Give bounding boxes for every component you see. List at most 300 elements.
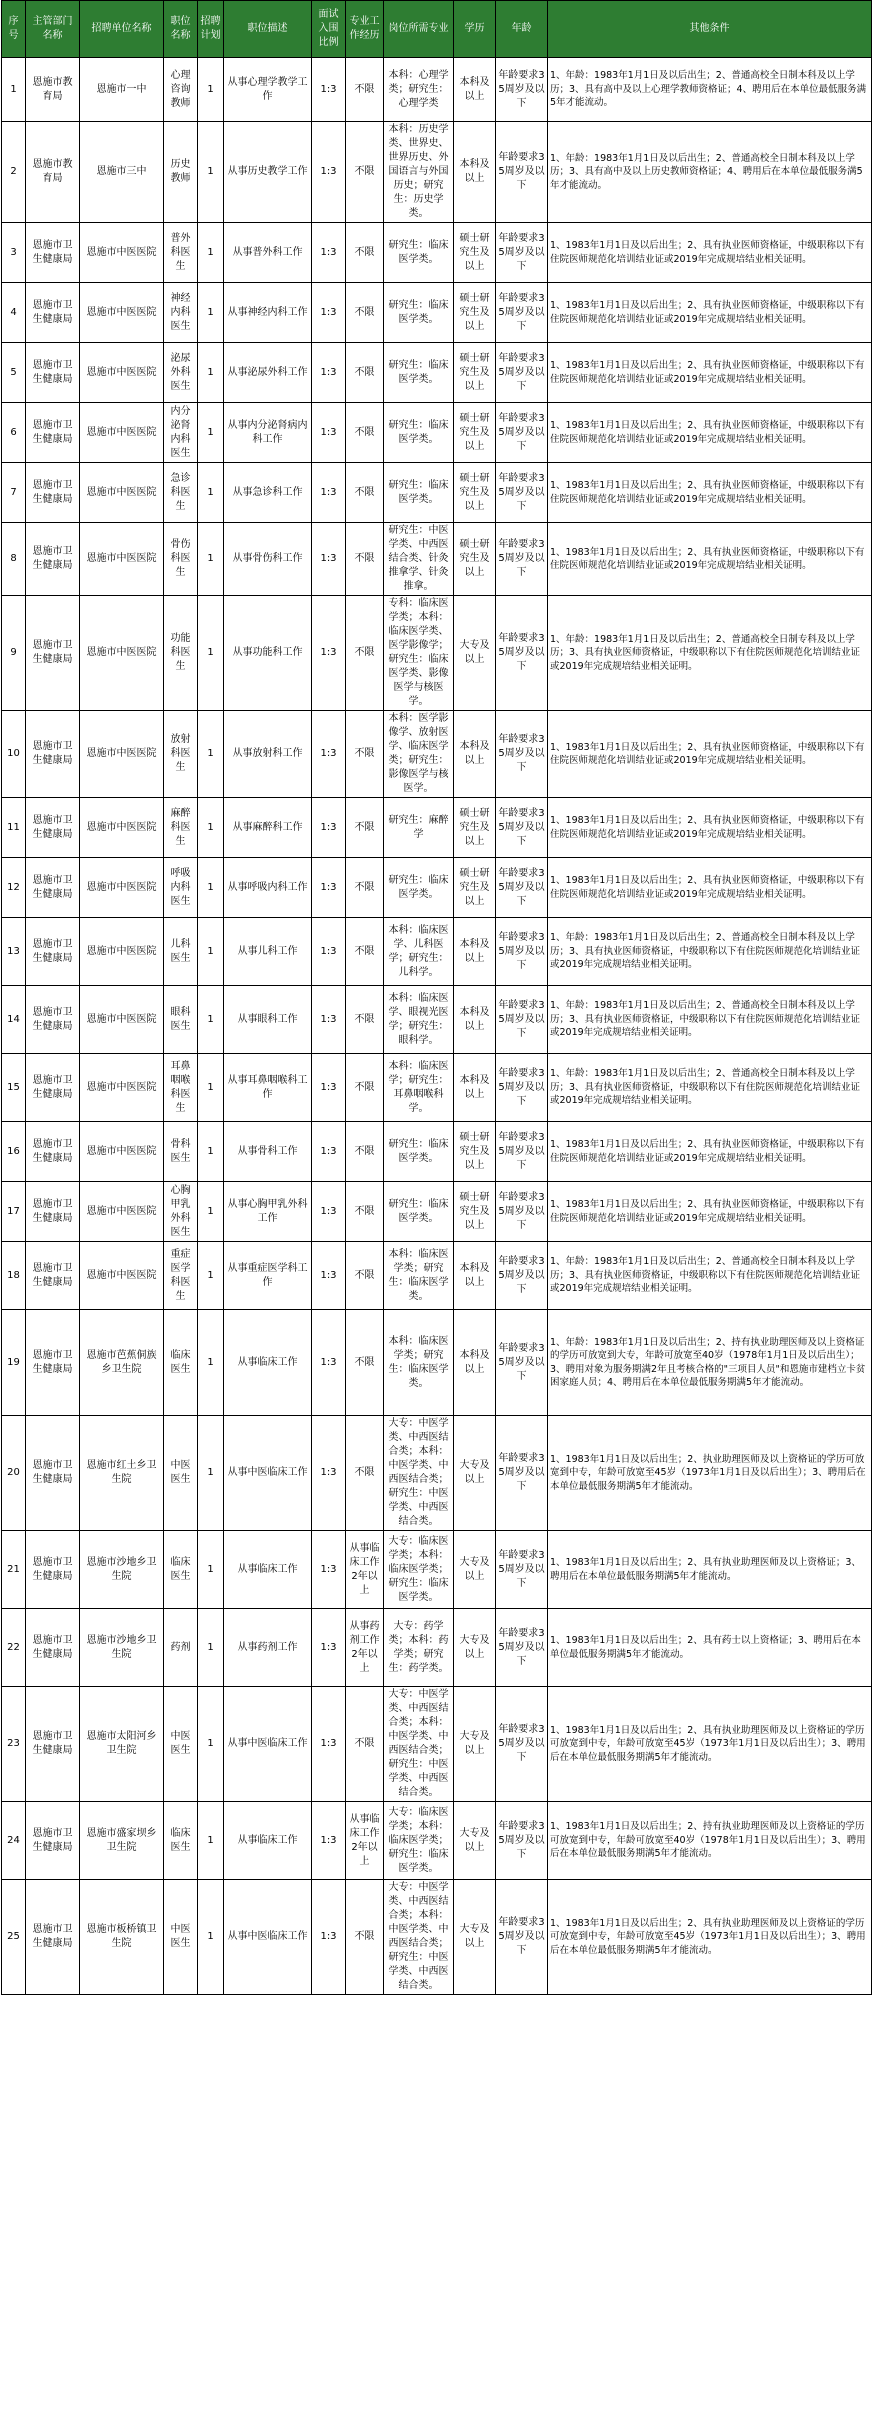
table-row (2, 1182, 872, 1242)
cell-no: 17 (2, 1182, 26, 1242)
cell-other: 1、1983年1月1日及以后出生；2、具有执业助理医师及以上资格证的学历可放宽到中专，年龄可放宽至45岁（1973年1月1日及以后出生）；3、聘用后在本单位最低服务期满5年才能流动。 (548, 1687, 872, 1802)
cell-post: 临床医生 (164, 1802, 198, 1880)
cell-no: 8 (2, 523, 26, 596)
table-row (2, 1609, 872, 1687)
cell-major: 本科：临床医学类；研究生：临床医学类。 (384, 1242, 454, 1310)
cell-post: 内分泌肾内科医生 (164, 403, 198, 463)
cell-plan: 1 (198, 918, 224, 986)
cell-post: 中医医生 (164, 1880, 198, 1995)
cell-no: 25 (2, 1880, 26, 1995)
cell-dept: 恩施市卫生健康局 (26, 1609, 80, 1687)
table-row (2, 596, 872, 711)
cell-no: 6 (2, 403, 26, 463)
cell-unit: 恩施市中医医院 (80, 403, 164, 463)
cell-dept: 恩施市卫生健康局 (26, 1310, 80, 1416)
cell-ratio: 1:3 (312, 523, 346, 596)
cell-exp: 不限 (346, 1054, 384, 1122)
cell-dept: 恩施市卫生健康局 (26, 1880, 80, 1995)
cell-major: 研究生：临床医学类。 (384, 463, 454, 523)
cell-desc: 从事骨科工作 (224, 1122, 312, 1182)
cell-age: 年龄要求35周岁及以下 (496, 122, 548, 223)
cell-other: 1、1983年1月1日及以后出生；2、具有执业医师资格证，中级职称以下有住院医师规范化培训结业证或2019年完成规培结业相关证明。 (548, 798, 872, 858)
cell-age: 年龄要求35周岁及以下 (496, 986, 548, 1054)
cell-dept: 恩施市卫生健康局 (26, 523, 80, 596)
cell-desc: 从事呼吸内科工作 (224, 858, 312, 918)
cell-desc: 从事中医临床工作 (224, 1880, 312, 1995)
cell-edu: 大专及以上 (454, 1687, 496, 1802)
header-post: 职位名称 (164, 1, 198, 58)
cell-major: 本科：医学影像学、放射医学、临床医学类；研究生：影像医学与核医学。 (384, 711, 454, 798)
cell-plan: 1 (198, 122, 224, 223)
cell-plan: 1 (198, 1531, 224, 1609)
cell-dept: 恩施市卫生健康局 (26, 343, 80, 403)
cell-plan: 1 (198, 798, 224, 858)
table-row (2, 1880, 872, 1995)
cell-other: 1、年龄：1983年1月1日及以后出生；2、持有执业助理医师及以上资格证的学历可放宽到大专，年龄可放宽至40岁（1978年1月1日及以后出生）；3、聘用对象为服务期满2年且考核合格的"三项目人员"和恩施市建档立卡贫困家庭人员；4、聘用后在本单位最低服务期满5年才能流动。 (548, 1310, 872, 1416)
cell-other: 1、1983年1月1日及以后出生；2、具有执业医师资格证，中级职称以下有住院医师规范化培训结业证或2019年完成规培结业相关证明。 (548, 1182, 872, 1242)
cell-desc: 从事历史教学工作 (224, 122, 312, 223)
cell-desc: 从事心胸甲乳外科工作 (224, 1182, 312, 1242)
header-edu: 学历 (454, 1, 496, 58)
cell-age: 年龄要求35周岁及以下 (496, 523, 548, 596)
cell-plan: 1 (198, 1182, 224, 1242)
cell-major: 本科：临床医学、儿科医学；研究生：儿科学。 (384, 918, 454, 986)
cell-desc: 从事内分泌肾病内科工作 (224, 403, 312, 463)
header-no: 序号 (2, 1, 26, 58)
cell-other: 1、1983年1月1日及以后出生；2、执业助理医师及以上资格证的学历可放宽到中专，年龄可放宽至45岁（1973年1月1日及以后出生）；3、聘用后在本单位最低服务期满5年才能流动。 (548, 1416, 872, 1531)
table-row (2, 918, 872, 986)
cell-exp: 不限 (346, 58, 384, 122)
cell-other: 1、1983年1月1日及以后出生；2、具有执业医师资格证，中级职称以下有住院医师规范化培训结业证或2019年完成规培结业相关证明。 (548, 463, 872, 523)
cell-major: 研究生：临床医学类。 (384, 1182, 454, 1242)
header-age: 年龄 (496, 1, 548, 58)
cell-major: 专科：临床医学类；本科：临床医学类、医学影像学；研究生：临床医学类、影像医学与核医学。 (384, 596, 454, 711)
cell-unit: 恩施市中医医院 (80, 798, 164, 858)
cell-plan: 1 (198, 1880, 224, 1995)
cell-dept: 恩施市卫生健康局 (26, 596, 80, 711)
cell-post: 骨科医生 (164, 1122, 198, 1182)
cell-major: 研究生：麻醉学 (384, 798, 454, 858)
cell-no: 18 (2, 1242, 26, 1310)
cell-major: 本科：临床医学、眼视光医学；研究生：眼科学。 (384, 986, 454, 1054)
cell-major: 本科：心理学类；研究生：心理学类 (384, 58, 454, 122)
cell-ratio: 1:3 (312, 918, 346, 986)
table-row (2, 343, 872, 403)
cell-desc: 从事中医临床工作 (224, 1687, 312, 1802)
cell-dept: 恩施市卫生健康局 (26, 463, 80, 523)
table-row (2, 1802, 872, 1880)
cell-no: 5 (2, 343, 26, 403)
cell-dept: 恩施市卫生健康局 (26, 858, 80, 918)
cell-desc: 从事中医临床工作 (224, 1416, 312, 1531)
cell-other: 1、1983年1月1日及以后出生；2、具有执业助理医师及以上资格证；3、聘用后在本单位最低服务期满5年才能流动。 (548, 1531, 872, 1609)
cell-exp: 不限 (346, 403, 384, 463)
cell-age: 年龄要求35周岁及以下 (496, 798, 548, 858)
cell-ratio: 1:3 (312, 1687, 346, 1802)
cell-desc: 从事神经内科工作 (224, 283, 312, 343)
cell-edu: 硕士研究生及以上 (454, 223, 496, 283)
cell-exp: 不限 (346, 1880, 384, 1995)
cell-dept: 恩施市卫生健康局 (26, 403, 80, 463)
cell-unit: 恩施市中医医院 (80, 1122, 164, 1182)
cell-ratio: 1:3 (312, 1122, 346, 1182)
cell-ratio: 1:3 (312, 1880, 346, 1995)
cell-post: 临床医生 (164, 1531, 198, 1609)
cell-other: 1、年龄：1983年1月1日及以后出生；2、普通高校全日制本科及以上学历；3、具有执业医师资格证，中级职称以下有住院医师规范化培训结业证或2019年完成规培结业相关证明。 (548, 918, 872, 986)
cell-unit: 恩施市中医医院 (80, 1054, 164, 1122)
table-row (2, 711, 872, 798)
cell-ratio: 1:3 (312, 403, 346, 463)
cell-no: 11 (2, 798, 26, 858)
table-row (2, 283, 872, 343)
cell-exp: 不限 (346, 1310, 384, 1416)
cell-unit: 恩施市中医医院 (80, 1182, 164, 1242)
cell-desc: 从事重症医学科工作 (224, 1242, 312, 1310)
cell-plan: 1 (198, 283, 224, 343)
cell-dept: 恩施市卫生健康局 (26, 918, 80, 986)
cell-plan: 1 (198, 1609, 224, 1687)
cell-edu: 大专及以上 (454, 1609, 496, 1687)
cell-post: 儿科医生 (164, 918, 198, 986)
table-row (2, 1054, 872, 1122)
cell-ratio: 1:3 (312, 596, 346, 711)
cell-post: 功能科医生 (164, 596, 198, 711)
cell-other: 1、1983年1月1日及以后出生；2、具有执业医师资格证，中级职称以下有住院医师规范化培训结业证或2019年完成规培结业相关证明。 (548, 223, 872, 283)
cell-plan: 1 (198, 1687, 224, 1802)
cell-desc: 从事药剂工作 (224, 1609, 312, 1687)
cell-dept: 恩施市卫生健康局 (26, 1054, 80, 1122)
header-exp: 专业工作经历 (346, 1, 384, 58)
cell-major: 大专：药学类；本科：药学类；研究生：药学类。 (384, 1609, 454, 1687)
cell-major: 大专：临床医学类；本科：临床医学类；研究生：临床医学类。 (384, 1802, 454, 1880)
cell-ratio: 1:3 (312, 858, 346, 918)
cell-edu: 大专及以上 (454, 1802, 496, 1880)
cell-edu: 大专及以上 (454, 596, 496, 711)
cell-major: 研究生：临床医学类。 (384, 858, 454, 918)
cell-unit: 恩施市中医医院 (80, 711, 164, 798)
cell-plan: 1 (198, 58, 224, 122)
cell-other: 1、1983年1月1日及以后出生；2、具有执业医师资格证，中级职称以下有住院医师规范化培训结业证或2019年完成规培结业相关证明。 (548, 711, 872, 798)
cell-edu: 本科及以上 (454, 1242, 496, 1310)
cell-plan: 1 (198, 523, 224, 596)
cell-dept: 恩施市卫生健康局 (26, 1122, 80, 1182)
cell-age: 年龄要求35周岁及以下 (496, 1122, 548, 1182)
cell-ratio: 1:3 (312, 58, 346, 122)
cell-no: 24 (2, 1802, 26, 1880)
cell-no: 19 (2, 1310, 26, 1416)
cell-no: 16 (2, 1122, 26, 1182)
cell-age: 年龄要求35周岁及以下 (496, 403, 548, 463)
cell-dept: 恩施市卫生健康局 (26, 223, 80, 283)
cell-exp: 不限 (346, 343, 384, 403)
header-major: 岗位所需专业 (384, 1, 454, 58)
cell-dept: 恩施市卫生健康局 (26, 986, 80, 1054)
cell-post: 心理咨询教师 (164, 58, 198, 122)
cell-other: 1、1983年1月1日及以后出生；2、具有执业医师资格证，中级职称以下有住院医师规范化培训结业证或2019年完成规培结业相关证明。 (548, 1122, 872, 1182)
cell-no: 13 (2, 918, 26, 986)
cell-age: 年龄要求35周岁及以下 (496, 1242, 548, 1310)
cell-edu: 本科及以上 (454, 1054, 496, 1122)
cell-no: 14 (2, 986, 26, 1054)
cell-ratio: 1:3 (312, 122, 346, 223)
cell-unit: 恩施市板桥镇卫生院 (80, 1880, 164, 1995)
cell-no: 3 (2, 223, 26, 283)
header-row (2, 1, 872, 58)
cell-major: 研究生：中医学类、中西医结合类、针灸推拿学、针灸推拿。 (384, 523, 454, 596)
cell-unit: 恩施市中医医院 (80, 918, 164, 986)
cell-no: 9 (2, 596, 26, 711)
cell-other: 1、1983年1月1日及以后出生；2、具有执业医师资格证，中级职称以下有住院医师规范化培训结业证或2019年完成规培结业相关证明。 (548, 858, 872, 918)
cell-post: 呼吸内科医生 (164, 858, 198, 918)
cell-desc: 从事泌尿外科工作 (224, 343, 312, 403)
cell-age: 年龄要求35周岁及以下 (496, 596, 548, 711)
cell-dept: 恩施市教育局 (26, 58, 80, 122)
cell-age: 年龄要求35周岁及以下 (496, 1802, 548, 1880)
cell-desc: 从事麻醉科工作 (224, 798, 312, 858)
cell-exp: 不限 (346, 523, 384, 596)
cell-edu: 硕士研究生及以上 (454, 1122, 496, 1182)
cell-desc: 从事临床工作 (224, 1310, 312, 1416)
cell-edu: 硕士研究生及以上 (454, 463, 496, 523)
header-other: 其他条件 (548, 1, 872, 58)
cell-major: 本科：历史学类、世界史、世界历史、外国语言与外国历史；研究生：历史学类。 (384, 122, 454, 223)
cell-edu: 本科及以上 (454, 58, 496, 122)
cell-other: 1、年龄：1983年1月1日及以后出生；2、普通高校全日制本科及以上学历；3、具有执业医师资格证，中级职称以下有住院医师规范化培训结业证或2019年完成规培结业相关证明。 (548, 986, 872, 1054)
cell-edu: 硕士研究生及以上 (454, 798, 496, 858)
cell-dept: 恩施市卫生健康局 (26, 1802, 80, 1880)
cell-plan: 1 (198, 986, 224, 1054)
cell-age: 年龄要求35周岁及以下 (496, 858, 548, 918)
cell-exp: 不限 (346, 798, 384, 858)
cell-unit: 恩施市中医医院 (80, 986, 164, 1054)
cell-unit: 恩施市中医医院 (80, 343, 164, 403)
cell-edu: 硕士研究生及以上 (454, 283, 496, 343)
cell-dept: 恩施市教育局 (26, 122, 80, 223)
cell-exp: 不限 (346, 1122, 384, 1182)
cell-post: 临床医生 (164, 1310, 198, 1416)
cell-exp: 不限 (346, 1416, 384, 1531)
cell-edu: 大专及以上 (454, 1880, 496, 1995)
cell-ratio: 1:3 (312, 1802, 346, 1880)
cell-no: 15 (2, 1054, 26, 1122)
cell-major: 研究生：临床医学类。 (384, 1122, 454, 1182)
cell-age: 年龄要求35周岁及以下 (496, 343, 548, 403)
cell-post: 放射科医生 (164, 711, 198, 798)
cell-age: 年龄要求35周岁及以下 (496, 711, 548, 798)
cell-major: 大专：中医学类、中西医结合类；本科：中医学类、中西医结合类；研究生：中医学类、中西医结合类。 (384, 1416, 454, 1531)
cell-post: 急诊科医生 (164, 463, 198, 523)
cell-edu: 本科及以上 (454, 711, 496, 798)
cell-no: 23 (2, 1687, 26, 1802)
cell-age: 年龄要求35周岁及以下 (496, 1310, 548, 1416)
cell-edu: 硕士研究生及以上 (454, 523, 496, 596)
cell-plan: 1 (198, 1310, 224, 1416)
cell-ratio: 1:3 (312, 463, 346, 523)
cell-post: 心胸甲乳外科医生 (164, 1182, 198, 1242)
cell-age: 年龄要求35周岁及以下 (496, 58, 548, 122)
cell-ratio: 1:3 (312, 223, 346, 283)
cell-ratio: 1:3 (312, 798, 346, 858)
cell-post: 泌尿外科医生 (164, 343, 198, 403)
table-row (2, 1122, 872, 1182)
cell-unit: 恩施市中医医院 (80, 596, 164, 711)
cell-dept: 恩施市卫生健康局 (26, 1416, 80, 1531)
cell-ratio: 1:3 (312, 1310, 346, 1416)
recruitment-table (1, 0, 872, 1995)
cell-unit: 恩施市中医医院 (80, 283, 164, 343)
cell-dept: 恩施市卫生健康局 (26, 1531, 80, 1609)
cell-no: 21 (2, 1531, 26, 1609)
cell-other: 1、年龄：1983年1月1日及以后出生；2、普通高校全日制本科及以上学历；3、具有高中及以上心理学教师资格证；4、聘用后在本单位最低服务满5年才能流动。 (548, 58, 872, 122)
cell-other: 1、1983年1月1日及以后出生；2、具有药士以上资格证；3、聘用后在本单位最低服务期满5年才能流动。 (548, 1609, 872, 1687)
cell-age: 年龄要求35周岁及以下 (496, 1880, 548, 1995)
cell-post: 历史教师 (164, 122, 198, 223)
cell-other: 1、1983年1月1日及以后出生；2、具有执业医师资格证，中级职称以下有住院医师规范化培训结业证或2019年完成规培结业相关证明。 (548, 403, 872, 463)
cell-unit: 恩施市芭蕉侗族乡卫生院 (80, 1310, 164, 1416)
table-row (2, 1531, 872, 1609)
cell-edu: 本科及以上 (454, 918, 496, 986)
cell-no: 1 (2, 58, 26, 122)
table-row (2, 463, 872, 523)
cell-desc: 从事急诊科工作 (224, 463, 312, 523)
cell-post: 耳鼻咽喉科医生 (164, 1054, 198, 1122)
cell-exp: 不限 (346, 918, 384, 986)
cell-desc: 从事儿科工作 (224, 918, 312, 986)
cell-plan: 1 (198, 1802, 224, 1880)
cell-edu: 大专及以上 (454, 1531, 496, 1609)
cell-major: 研究生：临床医学类。 (384, 403, 454, 463)
cell-plan: 1 (198, 858, 224, 918)
cell-other: 1、1983年1月1日及以后出生；2、持有执业助理医师及以上资格证的学历可放宽到中专，年龄可放宽至40岁（1978年1月1日及以后出生）；3、聘用后在本单位最低服务期满5年才能流动。 (548, 1802, 872, 1880)
cell-other: 1、年龄：1983年1月1日及以后出生；2、普通高校全日制专科及以上学历；3、具有执业医师资格证，中级职称以下有住院医师规范化培训结业证或2019年完成规培结业相关证明。 (548, 596, 872, 711)
cell-dept: 恩施市卫生健康局 (26, 1182, 80, 1242)
cell-unit: 恩施市中医医院 (80, 1242, 164, 1310)
cell-edu: 本科及以上 (454, 1310, 496, 1416)
cell-edu: 硕士研究生及以上 (454, 343, 496, 403)
cell-no: 7 (2, 463, 26, 523)
cell-major: 研究生：临床医学类。 (384, 283, 454, 343)
cell-exp: 不限 (346, 283, 384, 343)
cell-dept: 恩施市卫生健康局 (26, 1687, 80, 1802)
cell-post: 重症医学科医生 (164, 1242, 198, 1310)
cell-major: 大专：中医学类、中西医结合类；本科：中医学类、中西医结合类；研究生：中医学类、中西医结合类。 (384, 1687, 454, 1802)
cell-ratio: 1:3 (312, 1242, 346, 1310)
cell-ratio: 1:3 (312, 1054, 346, 1122)
cell-other: 1、1983年1月1日及以后出生；2、具有执业医师资格证，中级职称以下有住院医师规范化培训结业证或2019年完成规培结业相关证明。 (548, 283, 872, 343)
cell-plan: 1 (198, 403, 224, 463)
cell-age: 年龄要求35周岁及以下 (496, 463, 548, 523)
table-row (2, 58, 872, 122)
cell-no: 22 (2, 1609, 26, 1687)
cell-major: 本科：临床医学类；研究生：临床医学类。 (384, 1310, 454, 1416)
cell-exp: 不限 (346, 1687, 384, 1802)
cell-unit: 恩施市沙地乡卫生院 (80, 1531, 164, 1609)
cell-no: 12 (2, 858, 26, 918)
table-row (2, 858, 872, 918)
cell-post: 药剂 (164, 1609, 198, 1687)
cell-desc: 从事临床工作 (224, 1802, 312, 1880)
table-row (2, 122, 872, 223)
cell-major: 研究生：临床医学类。 (384, 223, 454, 283)
table-row (2, 223, 872, 283)
cell-edu: 硕士研究生及以上 (454, 1182, 496, 1242)
cell-other: 1、1983年1月1日及以后出生；2、具有执业医师资格证，中级职称以下有住院医师规范化培训结业证或2019年完成规培结业相关证明。 (548, 523, 872, 596)
cell-age: 年龄要求35周岁及以下 (496, 1182, 548, 1242)
cell-other: 1、年龄：1983年1月1日及以后出生；2、普通高校全日制本科及以上学历；3、具有高中及以上历史教师资格证；4、聘用后在本单位最低服务满5年才能流动。 (548, 122, 872, 223)
cell-plan: 1 (198, 463, 224, 523)
cell-edu: 本科及以上 (454, 122, 496, 223)
cell-no: 2 (2, 122, 26, 223)
cell-unit: 恩施市中医医院 (80, 463, 164, 523)
cell-plan: 1 (198, 596, 224, 711)
cell-unit: 恩施市沙地乡卫生院 (80, 1609, 164, 1687)
cell-unit: 恩施市盛家坝乡卫生院 (80, 1802, 164, 1880)
table-row (2, 1687, 872, 1802)
cell-plan: 1 (198, 1122, 224, 1182)
cell-post: 眼科医生 (164, 986, 198, 1054)
table-row (2, 403, 872, 463)
cell-desc: 从事功能科工作 (224, 596, 312, 711)
cell-unit: 恩施市一中 (80, 58, 164, 122)
cell-other: 1、年龄：1983年1月1日及以后出生；2、普通高校全日制本科及以上学历；3、具有执业医师资格证，中级职称以下有住院医师规范化培训结业证或2019年完成规培结业相关证明。 (548, 1242, 872, 1310)
cell-desc: 从事眼科工作 (224, 986, 312, 1054)
cell-major: 本科：临床医学；研究生：耳鼻咽喉科学。 (384, 1054, 454, 1122)
cell-plan: 1 (198, 711, 224, 798)
cell-dept: 恩施市卫生健康局 (26, 1242, 80, 1310)
cell-other: 1、1983年1月1日及以后出生；2、具有执业医师资格证，中级职称以下有住院医师规范化培训结业证或2019年完成规培结业相关证明。 (548, 343, 872, 403)
cell-age: 年龄要求35周岁及以下 (496, 1054, 548, 1122)
header-plan: 招聘计划 (198, 1, 224, 58)
cell-post: 中医医生 (164, 1416, 198, 1531)
cell-age: 年龄要求35周岁及以下 (496, 1531, 548, 1609)
cell-desc: 从事心理学教学工作 (224, 58, 312, 122)
cell-edu: 硕士研究生及以上 (454, 403, 496, 463)
header-unit: 招聘单位名称 (80, 1, 164, 58)
cell-edu: 大专及以上 (454, 1416, 496, 1531)
cell-dept: 恩施市卫生健康局 (26, 798, 80, 858)
cell-exp: 不限 (346, 223, 384, 283)
cell-no: 20 (2, 1416, 26, 1531)
cell-post: 普外科医生 (164, 223, 198, 283)
cell-no: 10 (2, 711, 26, 798)
cell-desc: 从事临床工作 (224, 1531, 312, 1609)
cell-other: 1、年龄：1983年1月1日及以后出生；2、普通高校全日制本科及以上学历；3、具有执业医师资格证，中级职称以下有住院医师规范化培训结业证或2019年完成规培结业相关证明。 (548, 1054, 872, 1122)
header-dept: 主管部门名称 (26, 1, 80, 58)
cell-exp: 从事临床工作2年以上 (346, 1802, 384, 1880)
cell-age: 年龄要求35周岁及以下 (496, 1687, 548, 1802)
table-row (2, 1242, 872, 1310)
cell-exp: 不限 (346, 711, 384, 798)
cell-desc: 从事骨伤科工作 (224, 523, 312, 596)
cell-unit: 恩施市中医医院 (80, 223, 164, 283)
cell-major: 大专：中医学类、中西医结合类；本科：中医学类、中西医结合类；研究生：中医学类、中西医结合类。 (384, 1880, 454, 1995)
cell-plan: 1 (198, 1242, 224, 1310)
cell-age: 年龄要求35周岁及以下 (496, 283, 548, 343)
cell-ratio: 1:3 (312, 1531, 346, 1609)
cell-unit: 恩施市红土乡卫生院 (80, 1416, 164, 1531)
cell-plan: 1 (198, 343, 224, 403)
cell-desc: 从事普外科工作 (224, 223, 312, 283)
cell-desc: 从事放射科工作 (224, 711, 312, 798)
cell-post: 神经内科医生 (164, 283, 198, 343)
cell-plan: 1 (198, 223, 224, 283)
cell-dept: 恩施市卫生健康局 (26, 711, 80, 798)
cell-age: 年龄要求35周岁及以下 (496, 1416, 548, 1531)
table-row (2, 798, 872, 858)
cell-exp: 不限 (346, 858, 384, 918)
cell-exp: 不限 (346, 463, 384, 523)
cell-major: 研究生：临床医学类。 (384, 343, 454, 403)
